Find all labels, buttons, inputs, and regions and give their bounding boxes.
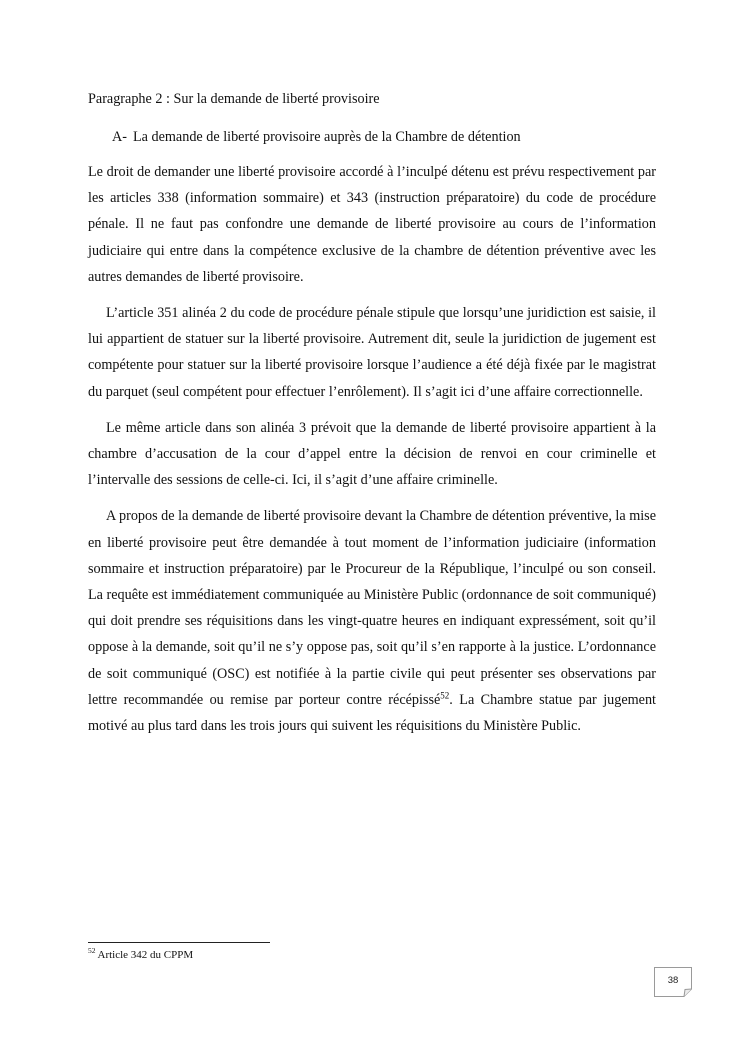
footnote-number: 52 — [88, 946, 96, 956]
paragraph-3: Le même article dans son alinéa 3 prévoit que la demande de liberté provisoire appartient à la chambre d’accusation de la cour d’appel entre la décision de renvoi en cour criminelle et l’intervalle des sessions de celle-ci. Ici, il s’agit d’une affaire criminelle. — [88, 419, 656, 489]
page-number-badge — [654, 967, 692, 997]
paragraph-4-text-start: A propos de la demande de liberté provisoire devant la Chambre de détention préventive, la mise en liberté provisoire peut être demandée à tout moment de l’information judiciaire (information sommaire et instruction préparatoire) par le Procureur de la République, l’inculpé ou son conseil. La requête est immédiatement communiquée au Ministère Public (ordonnance de soit communiqué) qui doit prendre ses réquisitions dans les vingt-quatre heures en indiquant expressément, soit qu’il oppose à la demande, soit qu’il ne s’y oppose pas, soit qu’il s’en rapporte à la justice. L’ordonnance de soit communiqué (OSC) est notifiée à la partie civile qui peut présenter ses observations par lettre recommandée ou remise par porteur contre récépissé — [88, 508, 656, 708]
footnote — [88, 947, 193, 963]
paragraph-2: L’article 351 alinéa 2 du code de procédure pénale stipule que lorsqu’une juridiction est saisie, il lui appartient de statuer sur la liberté provisoire. Autrement dit, seule la juridiction de jugement est compétente pour statuer sur la liberté provisoire lorsque l’audience a été déjà fixée par le magistrat du parquet (seul compétent pour effectuer l’enrôlement). Il s’agit ici d’une affaire correctionnelle. — [88, 305, 656, 400]
page-number: 38 — [667, 975, 679, 986]
footnote-reference[interactable]: 52 — [440, 690, 450, 701]
subsection-title: La demande de liberté provisoire auprès de la Chambre de détention — [133, 129, 521, 145]
subsection-heading — [112, 127, 521, 147]
footnote-separator — [88, 942, 270, 943]
footnote-text: Article 342 du CPPM — [97, 949, 194, 961]
paragraph-4-text-end: . La Chambre statue par jugement motivé au plus tard dans les trois jours qui suivent les réquisitions du Ministère Public. — [88, 691, 656, 735]
body-text — [88, 159, 656, 749]
subsection-marker: A- — [112, 129, 127, 145]
paragraph-4 — [88, 503, 656, 739]
section-heading: Paragraphe 2 : Sur la demande de liberté provisoire — [88, 91, 380, 107]
paragraph-1: Le droit de demander une liberté provisoire accordé à l’inculpé détenu est prévu respectivement par les articles 338 (information sommaire) et 343 (instruction préparatoire) du code de procédure pénale. Il ne faut pas confondre une demande de liberté provisoire au cours de l’information judiciaire qui entre dans la compétence exclusive de la chambre de détention préventive avec les autres demandes de liberté provisoire. — [88, 164, 656, 285]
